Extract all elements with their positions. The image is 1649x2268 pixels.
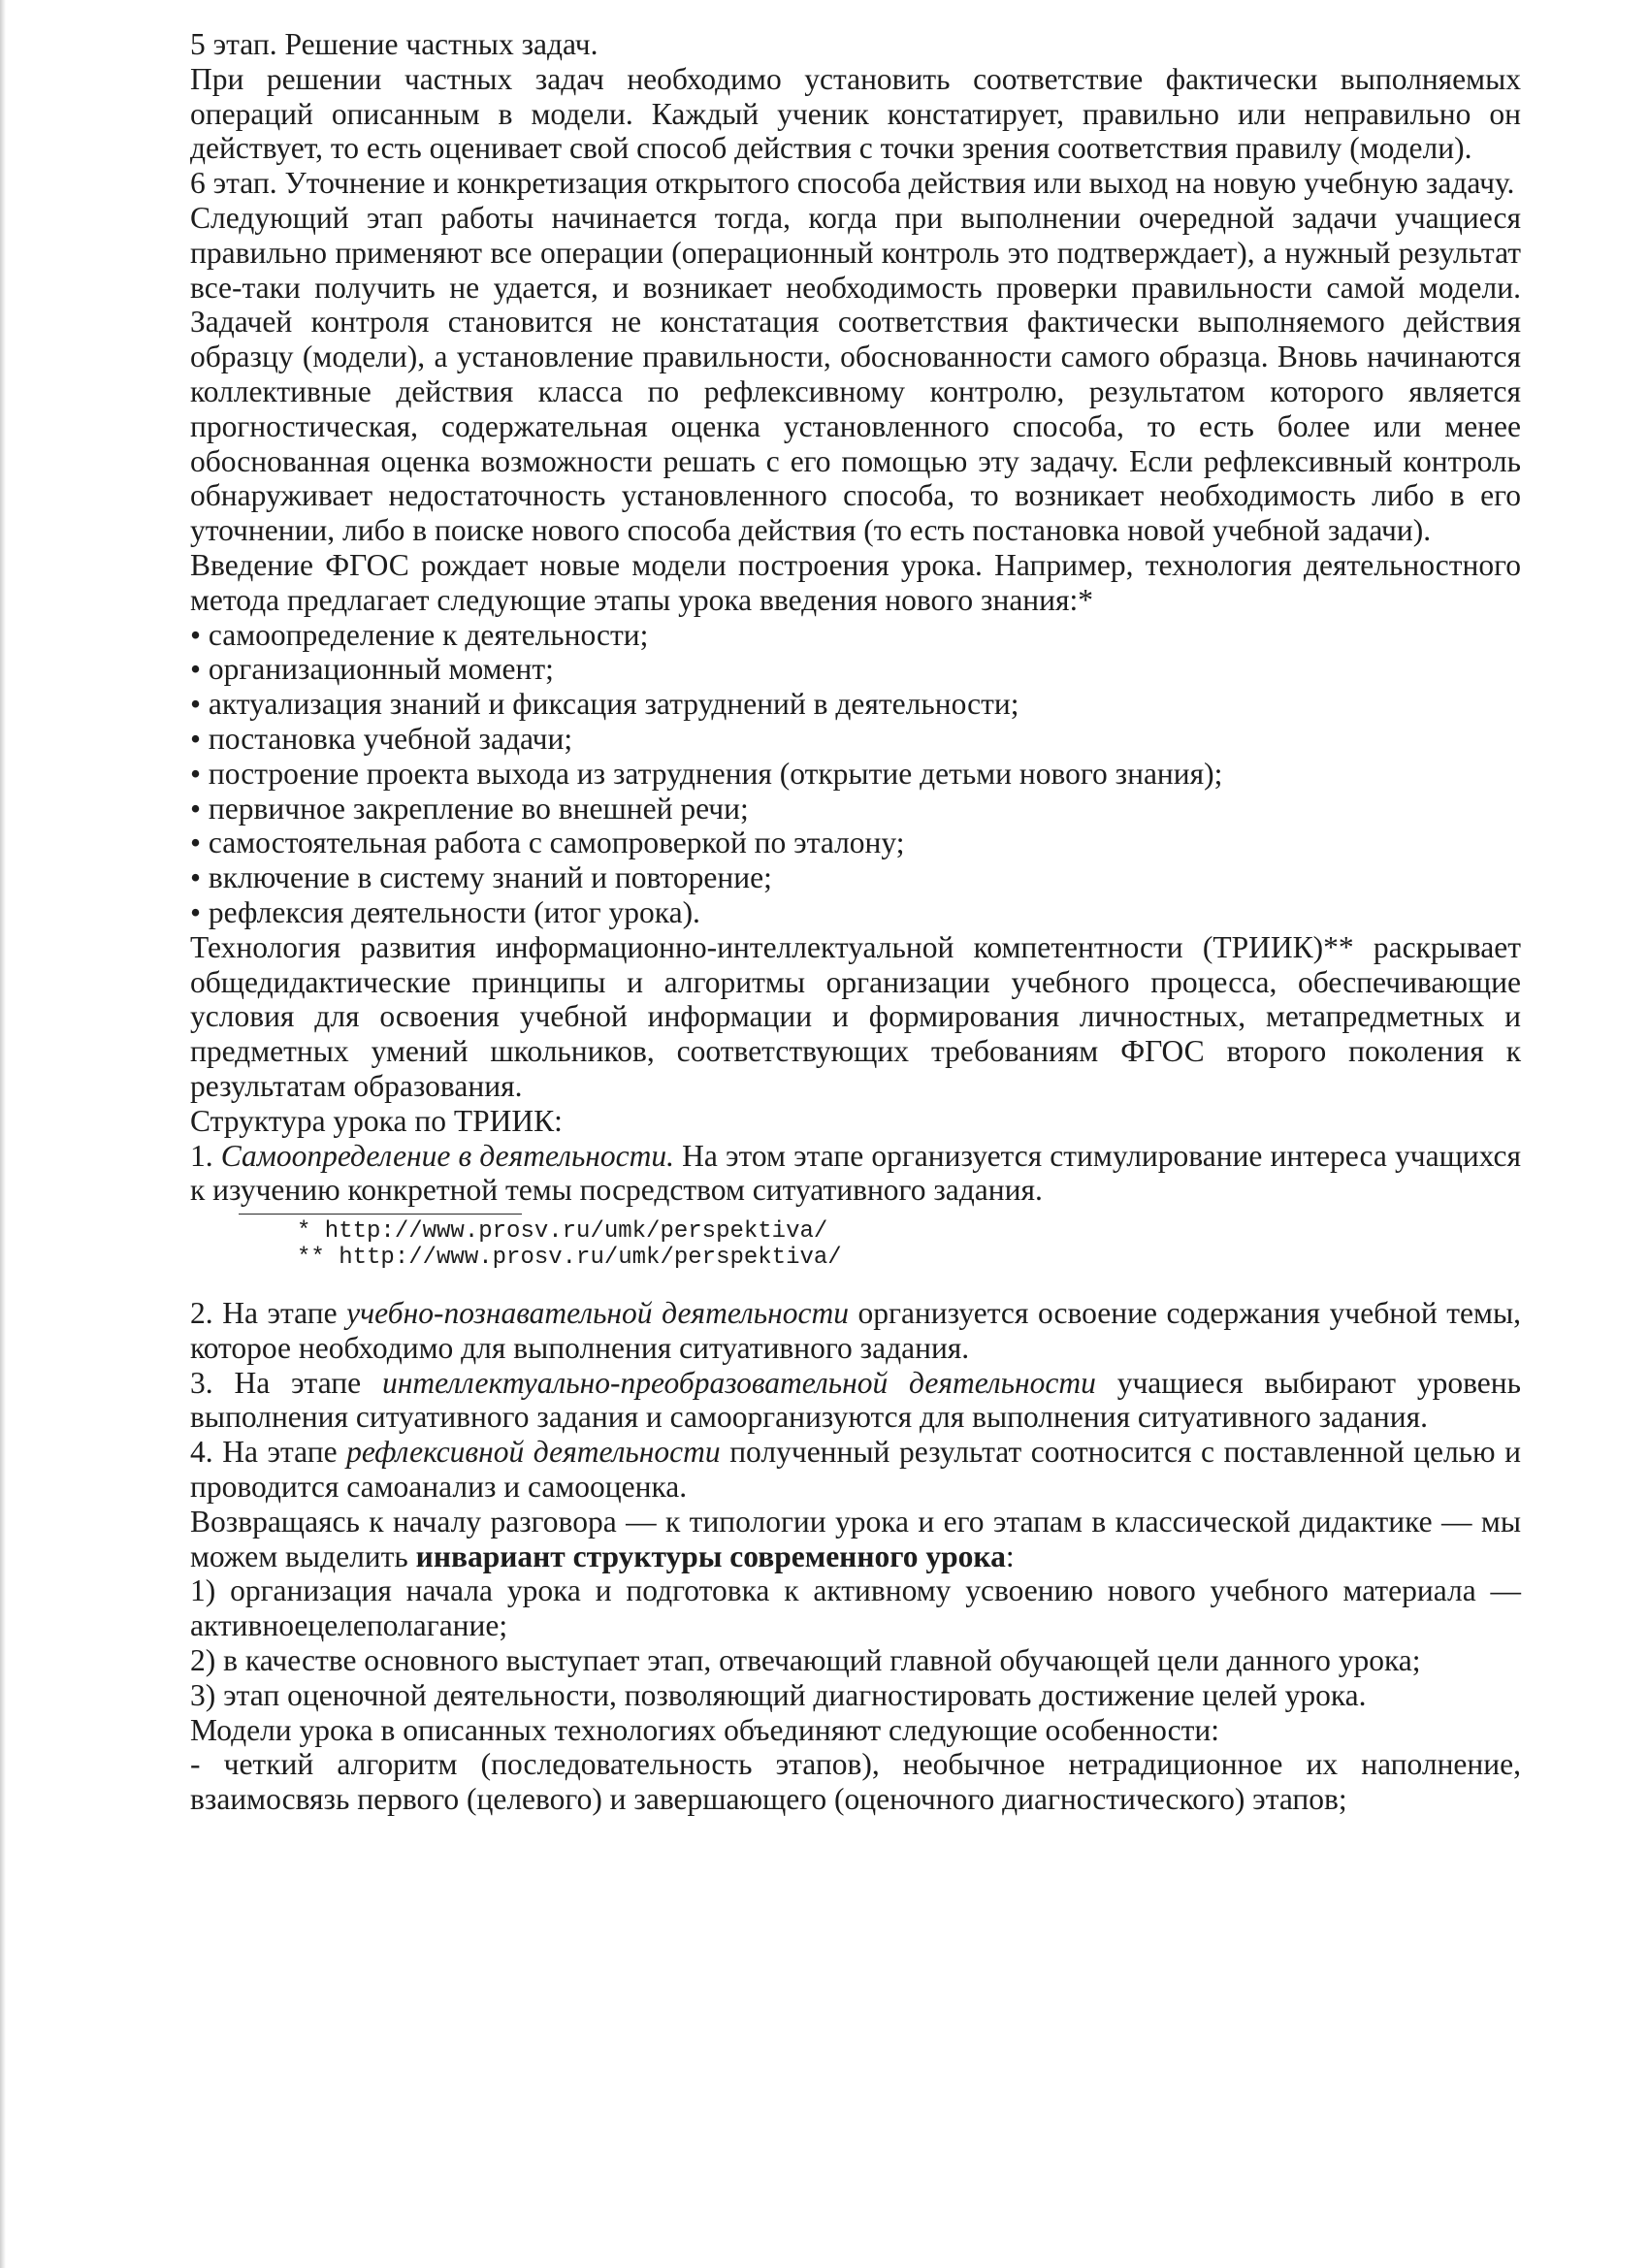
list-item: • самоопределение к деятельности;	[190, 618, 1521, 653]
italic-term: рефлексивной деятельности	[346, 1435, 721, 1470]
stage6-title: 6 этап. Уточнение и конкретизация открытого способа действия или выход на новую учебную задачу.	[190, 166, 1515, 201]
triik-item-4	[190, 1435, 1521, 1505]
list-item: • первичное закрепление во внешней речи;	[190, 792, 1521, 826]
item-number: 1.	[190, 1138, 221, 1173]
triik-item-2	[190, 1296, 1521, 1366]
feature-1: - четкий алгоритм (последовательность этапов), необычное нетрадиционное их наполнение, взаимосвязь первого (целевого) и завершающего (оценочного диагностического) этапов;	[190, 1747, 1521, 1817]
list-item: • рефлексия деятельности (итог урока).	[190, 895, 1521, 930]
models-intro: Модели урока в описанных технологиях объединяют следующие особенности:	[190, 1712, 1220, 1747]
footnote-2: ** http://www.prosv.ru/umk/perspektiva/	[297, 1245, 842, 1272]
item-text: организуется освоение содержания учебной темы, которое необходимо для выполнения ситуативного задания.	[190, 1296, 1521, 1365]
triik-intro-paragraph: Технология развития информационно-интеллектуальной компетентности (ТРИИК)** раскрывает общедидактические принципы и алгоритмы организации учебного процесса, обеспечивающие условия для освоения учебной информации и формирования личностных, метапредметных и предметных умений школьников, соответствующих требованиям ФГОС второго поколения к результатам образования.	[190, 929, 1521, 1103]
stage5-paragraph: При решении частных задач необходимо установить соответствие фактически выполняемых операций описанным в модели. Каждый ученик констатирует, правильно или неправильно он действует, то есть оценивает свой способ действия с точки зрения соответствия правилу (модели).	[190, 61, 1521, 166]
invariant-item-1: 1) организация начала урока и подготовка к активному усвоению нового учебного материала — активноецелеполагание;	[190, 1573, 1521, 1643]
invariant-item-3: 3) этап оценочной деятельности, позволяющий диагностировать достижение целей урока.	[190, 1677, 1367, 1712]
triik-structure-title: Структура урока по ТРИИК:	[190, 1103, 563, 1138]
list-item: • включение в систему знаний и повторение;	[190, 860, 1521, 895]
list-item: • построение проекта выхода из затруднения (открытие детьми нового знания);	[190, 757, 1521, 792]
list-item: • самостоятельная работа с самопроверкой по эталону;	[190, 826, 1521, 860]
stage6-paragraph: Следующий этап работы начинается тогда, когда при выполнении очередной задачи учащиеся правильно применяют все операции (операционный контроль это подтверждает), а нужный результат все-таки получить не удается, и возникает необходимость проверки правильности самой модели. Задачей контроля становится не констатация соответствия фактически выполняемого действия образцу (модели), а установление правильности, обоснованности самого образца. Вновь начинаются коллективные действия класса по рефлексивному контролю, результатом которого является прогностическая, содержательная оценка установленного способа, то есть более или менее обоснованная оценка возможности решать с его помощью эту задачу. Если рефлексивный контроль обнаруживает недостаточность установленного способа, то возникает необходимость либо в его уточнении, либо в поиске нового способа действия (то есть постановка новой учебной задачи).	[190, 200, 1521, 548]
footnote-divider	[239, 1214, 522, 1215]
list-item: • актуализация знаний и фиксация затруднений в деятельности;	[190, 687, 1521, 722]
item-text: :	[1005, 1539, 1015, 1573]
italic-term: Самоопределение в деятельности.	[220, 1138, 675, 1173]
stage5-title: 5 этап. Решение частных задач.	[190, 27, 598, 61]
italic-term: учебно-познавательной деятельности	[346, 1296, 849, 1331]
triik-item-3	[190, 1366, 1521, 1436]
footnotes	[297, 1218, 1521, 1271]
lesson-stages-list	[190, 618, 1521, 930]
item-text: 4. На этапе	[190, 1435, 347, 1470]
footnote-1: * http://www.prosv.ru/umk/perspektiva/	[297, 1218, 828, 1246]
list-item: • организационный момент;	[190, 652, 1521, 687]
italic-term: интеллектуально-преобразовательной деятельности	[381, 1365, 1096, 1400]
triik-item-1	[190, 1139, 1521, 1209]
item-text: 3. На этапе	[190, 1365, 382, 1400]
item-text: полученный результат соотносится с поставленной целью и проводится самоанализ и самооценка.	[190, 1435, 1521, 1505]
item-text: На этом этапе организуется стимулирование интереса учащихся к изучению конкретной темы посредством ситуативного задания.	[190, 1138, 1521, 1208]
invariant-item-2: 2) в качестве основного выступает этап, отвечающий главной обучающей цели данного урока;	[190, 1643, 1421, 1678]
invariant-intro-paragraph	[190, 1505, 1521, 1574]
fgos-intro-paragraph: Введение ФГОС рождает новые модели построения урока. Например, технология деятельностного метода предлагает следующие этапы урока введения нового знания:*	[190, 547, 1521, 617]
list-item: • постановка учебной задачи;	[190, 722, 1521, 757]
item-text: 2. На этапе	[190, 1296, 347, 1331]
bold-term: инвариант структуры современного урока	[415, 1539, 1006, 1573]
item-text: учащиеся выбирают уровень выполнения ситуативного задания и самоорганизуются для выполнения ситуативного задания.	[190, 1365, 1521, 1435]
item-text: Возвращаясь к началу разговора — к типологии урока и его этапам в классической дидактике — мы можем выделить	[190, 1504, 1521, 1573]
document-body	[190, 27, 1521, 1817]
